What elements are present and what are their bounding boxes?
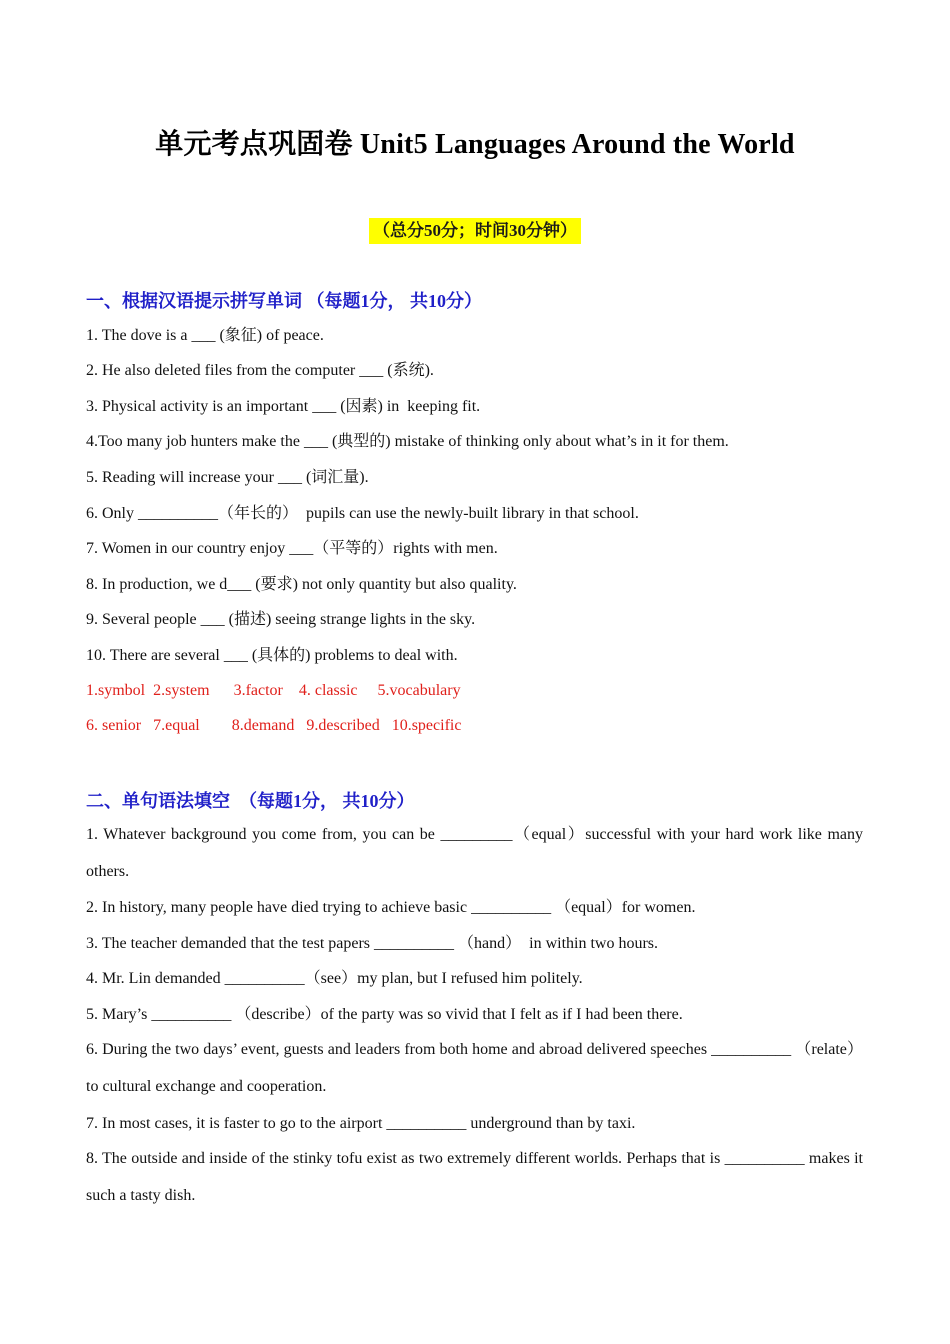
question-2-5: 5. Mary’s __________ （describe）of the party was so vivid that I felt as if I had been there. [86, 1006, 683, 1023]
question-1-9: 9. Several people ___ (描述) seeing strange lights in the sky. [86, 611, 476, 628]
question-1-5: 5. Reading will increase your ___ (词汇量). [86, 469, 369, 486]
section-1-heading: 一、根据汉语提示拼写单词 （每题1分， 共10分） [86, 291, 482, 311]
question-1-3: 3. Physical activity is an important ___ (因素) in keeping fit. [86, 398, 481, 415]
answer-key-line-2: 6. senior 7.equal 8.demand 9.described 10.specific [86, 717, 462, 734]
question-1-10: 10. There are several ___ (具体的) problems to deal with. [86, 647, 458, 664]
answer-key-line-1: 1.symbol 2.system 3.factor 4. classic 5.vocabulary [86, 682, 461, 699]
question-2-3: 3. The teacher demanded that the test papers __________ （hand） in within two hours. [86, 935, 659, 952]
exam-meta-wrap [0, 218, 950, 244]
exam-meta: （总分50分；时间30分钟） [369, 218, 581, 244]
question-1-7: 7. Women in our country enjoy ___（平等的）rights with men. [86, 540, 498, 557]
question-1-6: 6. Only __________（年长的） pupils can use the newly-built library in that school. [86, 505, 639, 522]
question-1-8: 8. In production, we d___ (要求) not only quantity but also quality. [86, 576, 517, 593]
question-2-8: 8. The outside and inside of the stinky tofu exist as two extremely different worlds. Perhaps that is __________ makes it such a tasty dish. [86, 1150, 863, 1204]
section-2-heading: 二、单句语法填空 （每题1分， 共10分） [86, 791, 415, 811]
question-1-2: 2. He also deleted files from the computer ___ (系统). [86, 362, 434, 379]
question-1-4: 4.Too many job hunters make the ___ (典型的) mistake of thinking only about what’s in it for them. [86, 433, 729, 450]
page-title: 单元考点巩固卷 Unit5 Languages Around the World [155, 129, 795, 160]
question-2-1: 1. Whatever background you come from, you can be _________（equal）successful with your hard work like many others. [86, 826, 863, 880]
question-2-7: 7. In most cases, it is faster to go to the airport __________ underground than by taxi. [86, 1115, 636, 1132]
question-1-1: 1. The dove is a ___ (象征) of peace. [86, 327, 324, 344]
question-2-4: 4. Mr. Lin demanded __________（see）my plan, but I refused him politely. [86, 970, 583, 987]
question-2-2: 2. In history, many people have died trying to achieve basic __________ （equal）for women. [86, 899, 696, 916]
question-2-6: 6. During the two days’ event, guests and leaders from both home and abroad delivered speeches __________ （relate）to cultural exchange and cooperation. [86, 1041, 864, 1095]
